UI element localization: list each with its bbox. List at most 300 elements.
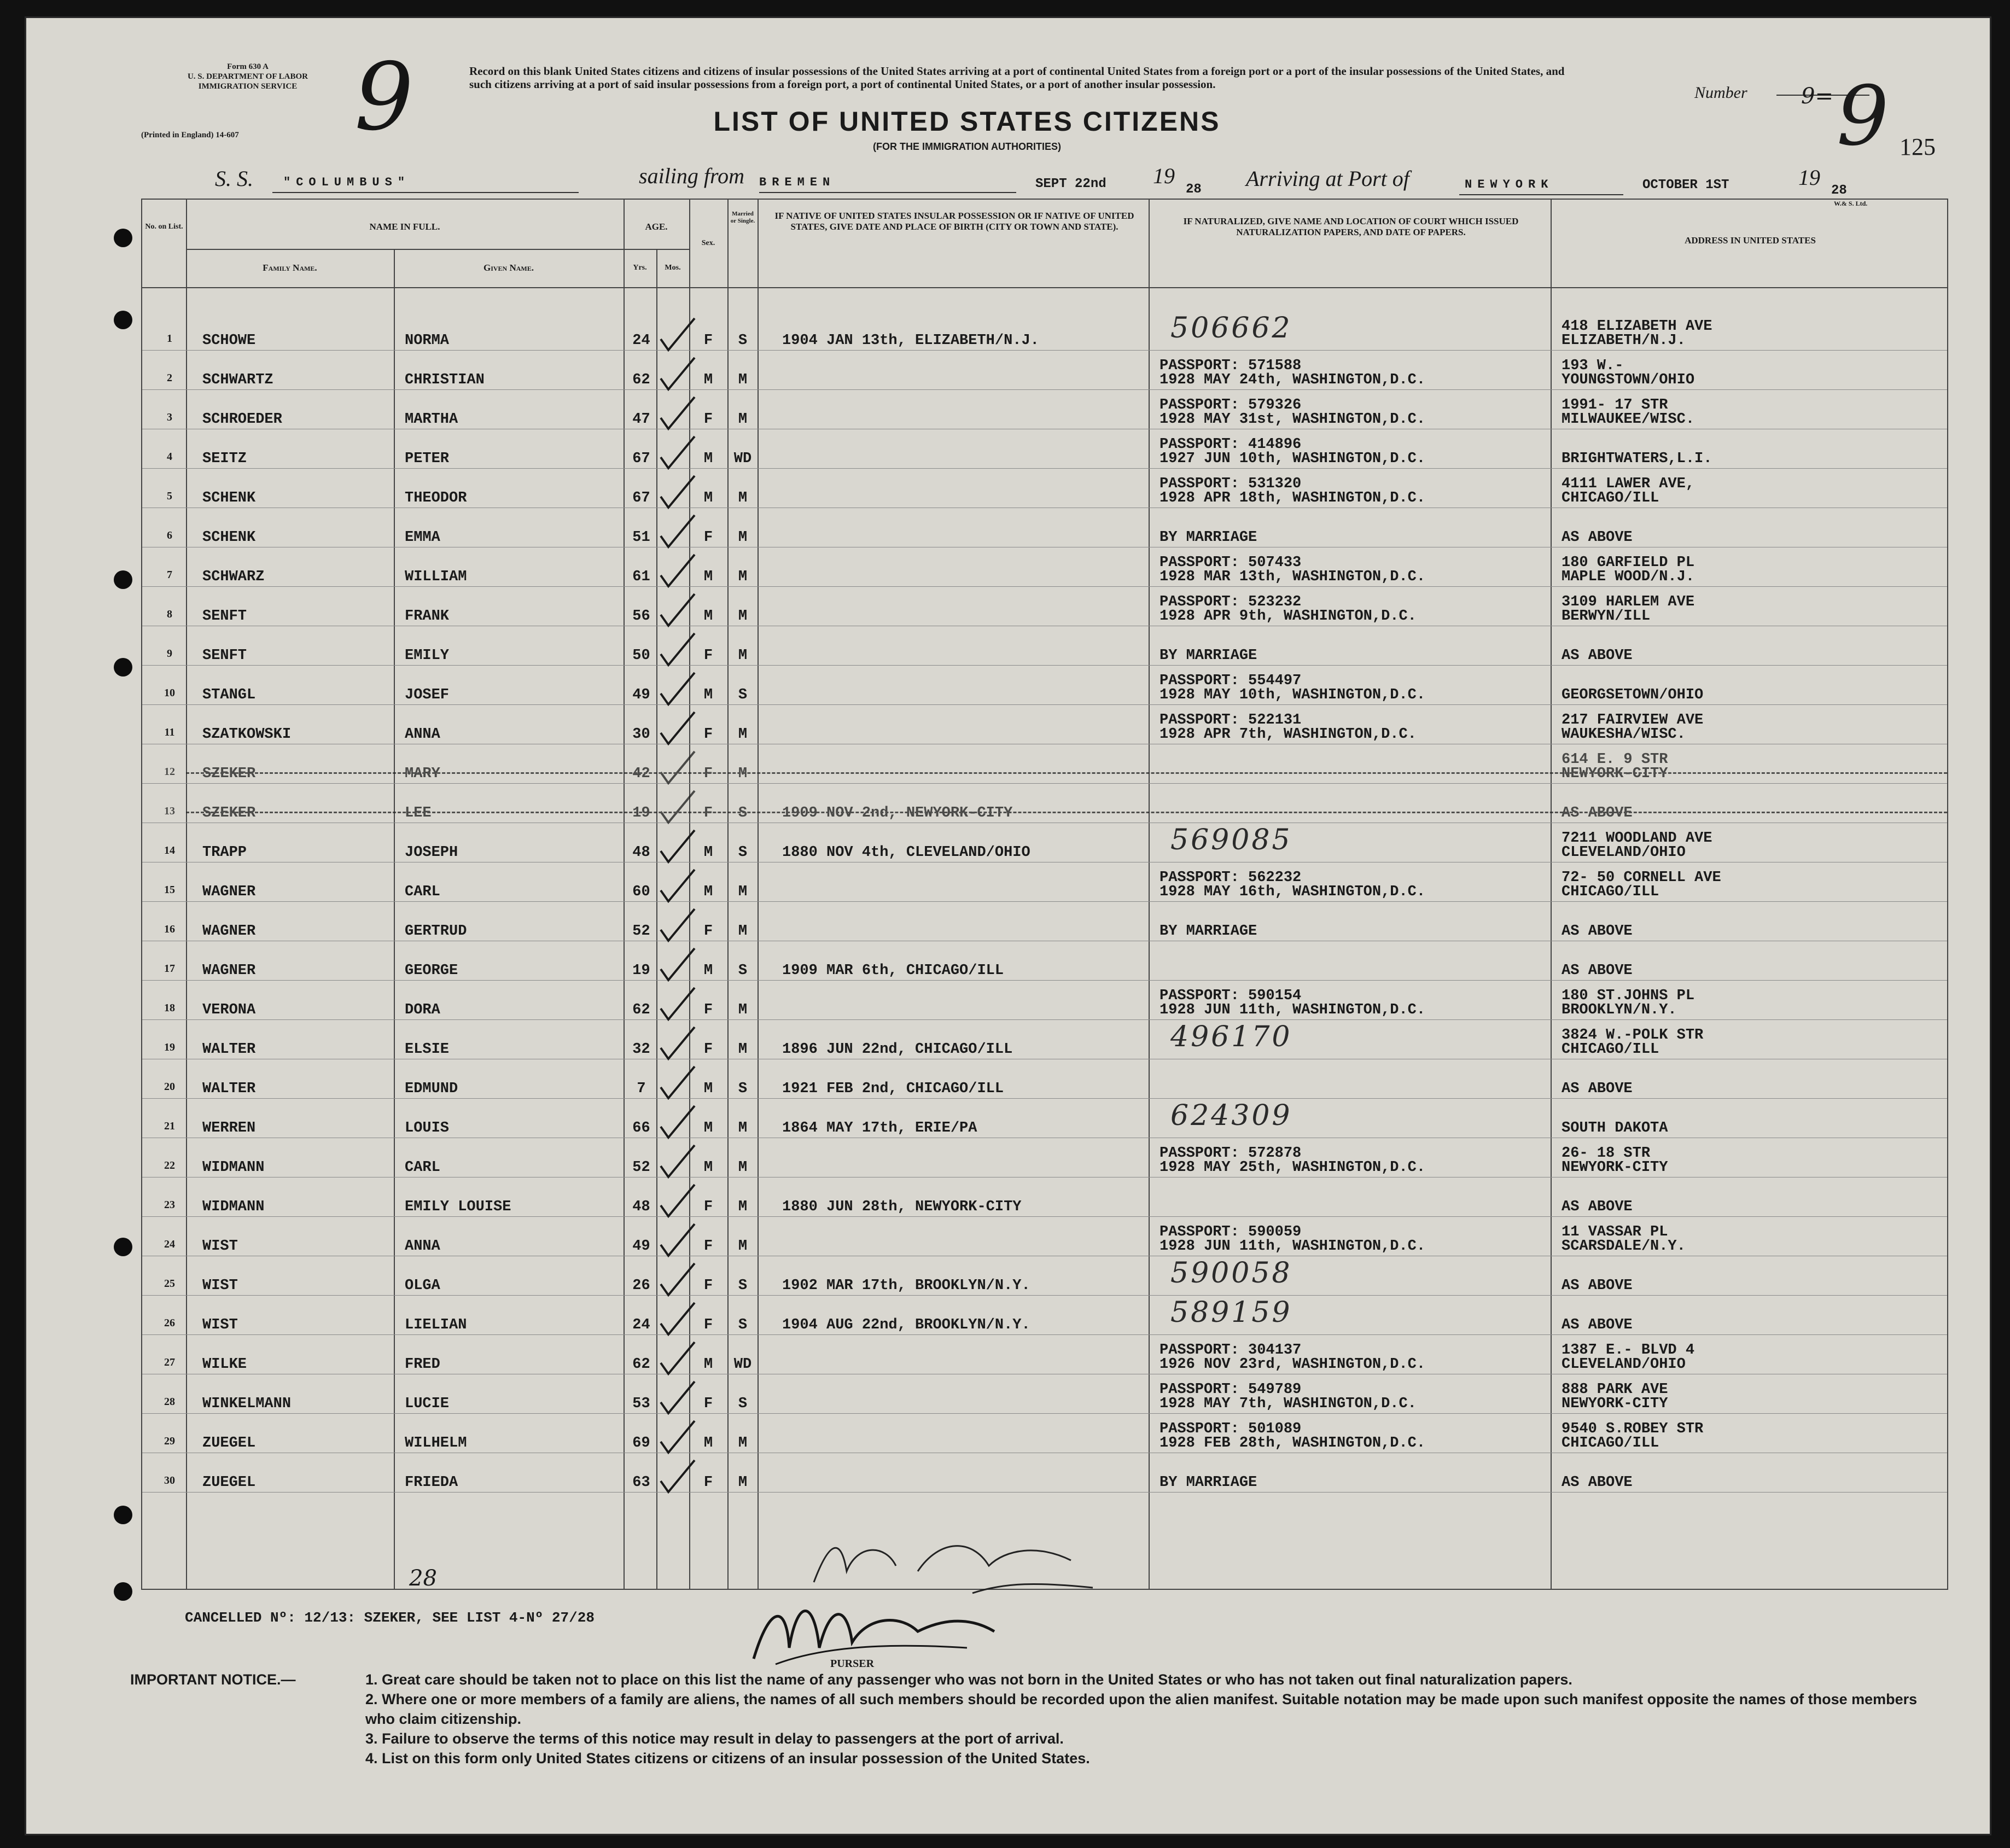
purser-label: PURSER <box>830 1658 875 1670</box>
handwritten-cert-number: 496170 <box>1170 1021 1292 1053</box>
family-name: WIDMANN <box>202 1199 265 1215</box>
sailing-label: sailing from <box>639 164 744 188</box>
arriving-label: Arriving at Port of <box>1246 166 1409 191</box>
passport-number: PASSPORT: 414896 <box>1160 436 1302 453</box>
family-name: SCHROEDER <box>202 411 282 428</box>
row-number: 17 <box>164 963 175 975</box>
family-name: WAGNER <box>202 884 256 900</box>
family-name: TRAPP <box>202 844 247 861</box>
age-years: 26 <box>632 1278 650 1294</box>
arrive-year-prefix: 19 <box>1798 165 1820 190</box>
marital-status: M <box>738 529 748 546</box>
header-age: AGE. <box>645 221 668 232</box>
family-name: STANGL <box>202 687 256 703</box>
sex: F <box>703 1396 713 1412</box>
address-line-2: AS ABOVE <box>1562 1278 1633 1294</box>
naturalization-date: 1928 JUN 11th, WASHINGTON,D.C. <box>1160 1002 1426 1018</box>
row-number: 30 <box>164 1474 175 1486</box>
instructions-text: Record on this blank United States citizens and citizens of insular possessions of the United States arriving at a port of continental United States from a foreign port or a port of the insular possessions of the United States, and such citizens arriving at a port of said insular possessions from a foreign port, a port of continental United States, or a port of another insular possession. <box>469 65 1565 91</box>
table-row <box>142 947 1947 987</box>
given-name: EMILY <box>405 648 450 664</box>
marital-status: S <box>738 333 748 349</box>
marital-status: M <box>738 923 748 940</box>
family-name: WIST <box>202 1317 238 1333</box>
family-name: WAGNER <box>202 963 256 979</box>
sex: F <box>703 333 713 349</box>
check-mark <box>656 1105 706 1143</box>
naturalization-date: BY MARRIAGE <box>1160 648 1257 664</box>
age-years: 62 <box>632 1356 650 1373</box>
address-line-2: AS ABOVE <box>1562 1081 1633 1097</box>
row-number: 21 <box>164 1120 175 1132</box>
address-line-2: NEWYORK-CITY <box>1562 766 1668 782</box>
sex: F <box>703 766 713 782</box>
address-line-1: 180 ST.JOHNS PL <box>1562 988 1695 1004</box>
address-line-2: ELIZABETH/N.J. <box>1562 333 1686 349</box>
sex: M <box>703 1120 713 1136</box>
birth-date-place: 1909 NOV 2nd, NEWYORK-CITY <box>782 805 1013 821</box>
address-line-2: AS ABOVE <box>1562 963 1633 979</box>
handwritten-cert-number: 589159 <box>1170 1296 1292 1329</box>
family-name: WIST <box>202 1238 238 1255</box>
printer-mark: W.& S. Ltd. <box>1834 200 1868 207</box>
address-line-2: CHICAGO/ILL <box>1562 1435 1659 1451</box>
family-name: SCHWARTZ <box>202 372 273 388</box>
age-years: 52 <box>632 1159 650 1176</box>
given-name: PETER <box>405 451 450 467</box>
sex: F <box>703 411 713 428</box>
marital-status: M <box>738 372 748 388</box>
naturalization-date: 1928 FEB 28th, WASHINGTON,D.C. <box>1160 1435 1426 1451</box>
notice-item: 4. List on this form only United States citizens or citizens of an insular possession of the United States. <box>365 1750 1090 1767</box>
birth-date-place: 1902 MAR 17th, BROOKLYN/N.Y. <box>782 1278 1030 1294</box>
check-mark <box>656 435 706 474</box>
naturalization-date: BY MARRIAGE <box>1160 923 1257 940</box>
sex: M <box>703 1356 713 1373</box>
age-years: 56 <box>632 608 650 625</box>
check-mark <box>656 1302 706 1340</box>
handwritten-cert-number: 590058 <box>1170 1257 1292 1290</box>
sex: F <box>703 805 713 821</box>
age-years: 49 <box>632 687 650 703</box>
birth-date-place: 1880 JUN 28th, NEWYORK-CITY <box>782 1199 1022 1215</box>
table-row <box>142 1459 1947 1499</box>
family-name: SCHENK <box>202 529 256 546</box>
given-name: LEE <box>405 805 432 821</box>
check-mark <box>656 1262 706 1301</box>
check-mark <box>656 790 706 828</box>
sex: F <box>703 1317 713 1333</box>
table-row <box>142 632 1947 672</box>
address-line-2: AS ABOVE <box>1562 805 1633 821</box>
marital-status: M <box>738 1159 748 1176</box>
marital-status: S <box>738 844 748 861</box>
row-number: 10 <box>164 687 175 699</box>
row-number: 5 <box>167 490 172 502</box>
important-notice <box>130 1670 1935 1768</box>
check-mark <box>656 1223 706 1261</box>
age-years: 53 <box>632 1396 650 1412</box>
address-line-2: YOUNGSTOWN/OHIO <box>1562 372 1695 388</box>
marital-status: M <box>738 1474 748 1491</box>
passport-number: PASSPORT: 572878 <box>1160 1145 1302 1162</box>
naturalization-date: 1926 NOV 23rd, WASHINGTON,D.C. <box>1160 1356 1426 1373</box>
table-row <box>142 1341 1947 1380</box>
marital-status: M <box>738 1041 748 1058</box>
form-id: Form 630 A <box>227 62 269 71</box>
naturalization-date: 1928 MAY 25th, WASHINGTON,D.C. <box>1160 1159 1426 1176</box>
address-line-2: AS ABOVE <box>1562 1317 1633 1333</box>
address-line-1: 180 GARFIELD PL <box>1562 555 1695 571</box>
naturalization-date: 1928 MAY 24th, WASHINGTON,D.C. <box>1160 372 1426 388</box>
row-number: 27 <box>164 1356 175 1368</box>
ship-name: "COLUMBUS" <box>283 176 411 189</box>
manifest-table <box>141 199 1948 1590</box>
family-name: SEITZ <box>202 451 247 467</box>
address-line-1: 3109 HARLEM AVE <box>1562 594 1695 610</box>
naturalization-date: 1928 APR 9th, WASHINGTON,D.C. <box>1160 608 1417 625</box>
port-to-line <box>1459 194 1623 195</box>
row-number: 28 <box>164 1396 175 1408</box>
naturalization-date: 1927 JUN 10th, WASHINGTON,D.C. <box>1160 451 1426 467</box>
naturalization-date: 1928 MAY 7th, WASHINGTON,D.C. <box>1160 1396 1417 1412</box>
check-mark <box>656 475 706 513</box>
given-name: MARY <box>405 766 440 782</box>
cancelled-strike <box>186 812 1947 813</box>
header-native: IF NATIVE OF UNITED STATES INSULAR POSSESSION OR IF NATIVE OF UNITED STATES, GIVE DATE AND PLACE OF BIRTH (CITY OR TOWN AND STATE). <box>774 211 1134 232</box>
table-row <box>142 790 1947 829</box>
header-married: Married or Single. <box>730 211 755 224</box>
birth-date-place: 1909 MAR 6th, CHICAGO/ILL <box>782 963 1004 979</box>
check-mark <box>656 357 706 395</box>
naturalization-date: 1928 APR 18th, WASHINGTON,D.C. <box>1160 490 1426 506</box>
given-name: ELSIE <box>405 1041 450 1058</box>
ss-label: S. S. <box>215 166 253 191</box>
marital-status: M <box>738 569 748 585</box>
birth-date-place: 1921 FEB 2nd, CHICAGO/ILL <box>782 1081 1004 1097</box>
given-name: JOSEF <box>405 687 450 703</box>
sex: M <box>703 1435 713 1451</box>
depart-date: SEPT 22nd <box>1035 177 1106 191</box>
given-name: LUCIE <box>405 1396 450 1412</box>
address-line-2: CHICAGO/ILL <box>1562 1041 1659 1058</box>
row-number: 29 <box>164 1435 175 1447</box>
cancelled-strike <box>186 772 1947 774</box>
table-row <box>142 672 1947 711</box>
punch-hole <box>114 570 132 589</box>
row-number: 12 <box>164 766 175 778</box>
given-name: EDMUND <box>405 1081 458 1097</box>
table-row <box>142 1420 1947 1459</box>
punch-hole <box>114 658 132 677</box>
address-line-2: AS ABOVE <box>1562 1474 1633 1491</box>
naturalization-date: 1928 JUN 11th, WASHINGTON,D.C. <box>1160 1238 1426 1255</box>
row-number: 26 <box>164 1317 175 1329</box>
check-mark <box>656 947 706 986</box>
check-mark <box>656 1184 706 1222</box>
age-years: 48 <box>632 844 650 861</box>
age-years: 61 <box>632 569 650 585</box>
table-row <box>142 824 1947 868</box>
table-row <box>142 593 1947 632</box>
check-mark <box>656 1026 706 1064</box>
check-mark <box>656 750 706 789</box>
row-number: 15 <box>164 884 175 896</box>
given-name: JOSEPH <box>405 844 458 861</box>
row-number: 25 <box>164 1278 175 1290</box>
address-line-1: 614 E. 9 STR <box>1562 751 1668 768</box>
age-years: 42 <box>632 766 650 782</box>
check-mark <box>656 1144 706 1182</box>
given-name: GEORGE <box>405 963 458 979</box>
number-label: Number <box>1694 84 1747 102</box>
form-id-block <box>185 62 311 91</box>
check-mark <box>656 987 706 1025</box>
address-line-2: CLEVELAND/OHIO <box>1562 1356 1686 1373</box>
table-row <box>142 1065 1947 1105</box>
given-name: ANNA <box>405 1238 440 1255</box>
naturalization-date: 1928 MAY 31st, WASHINGTON,D.C. <box>1160 411 1426 428</box>
given-name: WILHELM <box>405 1435 467 1451</box>
header-no: No. on List. <box>145 223 183 231</box>
subheader-line <box>186 249 689 250</box>
family-name: WERREN <box>202 1120 256 1136</box>
age-years: 19 <box>632 805 650 821</box>
address-line-2: CLEVELAND/OHIO <box>1562 844 1686 861</box>
number-value: 9 <box>1837 69 1889 164</box>
marital-status: M <box>738 608 748 625</box>
row-number: 16 <box>164 923 175 935</box>
sex: F <box>703 1041 713 1058</box>
family-name: WILKE <box>202 1356 247 1373</box>
sex: M <box>703 963 713 979</box>
family-name: WIDMANN <box>202 1159 265 1176</box>
check-mark <box>656 829 706 867</box>
address-line-1: 11 VASSAR PL <box>1562 1224 1668 1240</box>
sex: M <box>703 372 713 388</box>
address-line-1: 4111 LAWER AVE, <box>1562 476 1695 492</box>
header-family-name: Family Name. <box>263 263 317 273</box>
birth-date-place: 1880 NOV 4th, CLEVELAND/OHIO <box>782 844 1030 861</box>
passport-number: PASSPORT: 522131 <box>1160 712 1302 728</box>
family-name: SCHWARZ <box>202 569 265 585</box>
age-years: 24 <box>632 1317 650 1333</box>
age-years: 49 <box>632 1238 650 1255</box>
cancelled-note: CANCELLED Nº: 12/13: SZEKER, SEE LIST 4-Nº 27/28 <box>185 1610 595 1626</box>
row-number: 24 <box>164 1238 175 1250</box>
sex: F <box>703 1278 713 1294</box>
age-years: 7 <box>637 1081 646 1097</box>
address-line-1: 1991- 17 STR <box>1562 397 1668 413</box>
marital-status: M <box>738 411 748 428</box>
family-name: ZUEGEL <box>202 1435 256 1451</box>
row-number: 13 <box>164 805 175 817</box>
address-line-2: AS ABOVE <box>1562 923 1633 940</box>
age-years: 52 <box>632 923 650 940</box>
row-number: 9 <box>167 648 172 660</box>
address-line-2: AS ABOVE <box>1562 1199 1633 1215</box>
age-years: 67 <box>632 490 650 506</box>
family-name: SCHENK <box>202 490 256 506</box>
dept-label: U. S. DEPARTMENT OF LABOR <box>187 72 308 81</box>
marital-status: M <box>738 490 748 506</box>
check-mark <box>656 1341 706 1379</box>
sex: F <box>703 726 713 743</box>
address-line-2: SCARSDALE/N.Y. <box>1562 1238 1686 1255</box>
port-from: BREMEN <box>759 176 836 189</box>
notice-item: 3. Failure to observe the terms of this notice may result in delay to passengers at the port of arrival. <box>365 1730 1064 1747</box>
marital-status: M <box>738 1238 748 1255</box>
row-number: 22 <box>164 1159 175 1171</box>
given-name: THEODOR <box>405 490 467 506</box>
row-number: 20 <box>164 1081 175 1093</box>
address-line-1: 9540 S.ROBEY STR <box>1562 1421 1704 1437</box>
list-number-handwritten: 9 <box>354 43 414 151</box>
row-number: 8 <box>167 608 172 620</box>
port-from-line <box>759 192 1016 193</box>
family-name: WALTER <box>202 1081 256 1097</box>
given-name: LOUIS <box>405 1120 450 1136</box>
family-name: WINKELMANN <box>202 1396 292 1412</box>
row-number: 19 <box>164 1041 175 1053</box>
address-line-2: CHICAGO/ILL <box>1562 490 1659 506</box>
family-name: ZUEGEL <box>202 1474 256 1491</box>
sex: M <box>703 608 713 625</box>
page-title: LIST OF UNITED STATES CITIZENS <box>713 106 1221 137</box>
table-row <box>142 435 1947 475</box>
table-row <box>142 312 1947 357</box>
marital-status: M <box>738 884 748 900</box>
check-mark <box>656 317 706 355</box>
given-name: FRED <box>405 1356 440 1373</box>
family-name: SZEKER <box>202 766 256 782</box>
marital-status: M <box>738 648 748 664</box>
age-years: 63 <box>632 1474 650 1491</box>
punch-hole <box>114 311 132 329</box>
address-line-1: 3824 W.-POLK STR <box>1562 1027 1704 1043</box>
count-handwritten: 28 <box>409 1566 437 1591</box>
marital-status: S <box>738 687 748 703</box>
age-years: 62 <box>632 1002 650 1018</box>
address-line-2: NEWYORK-CITY <box>1562 1159 1668 1176</box>
naturalization-date: 1928 MAY 10th, WASHINGTON,D.C. <box>1160 687 1426 703</box>
table-row <box>142 1144 1947 1184</box>
address-line-1: 72- 50 CORNELL AVE <box>1562 870 1721 886</box>
punch-hole <box>114 1238 132 1256</box>
age-years: 47 <box>632 411 650 428</box>
sex: F <box>703 923 713 940</box>
marital-status: S <box>738 1396 748 1412</box>
passport-number: PASSPORT: 590059 <box>1160 1224 1302 1240</box>
handwritten-cert-number: 506662 <box>1170 312 1292 345</box>
marital-status: M <box>738 1002 748 1018</box>
passport-number: PASSPORT: 501089 <box>1160 1421 1302 1437</box>
row-number: 4 <box>167 451 172 463</box>
address-line-1: 7211 WOODLAND AVE <box>1562 830 1712 847</box>
sex: F <box>703 529 713 546</box>
header-name-in-full: NAME IN FULL. <box>369 221 440 232</box>
port-to: NEWYORK <box>1465 178 1554 191</box>
passport-number: PASSPORT: 579326 <box>1160 397 1302 413</box>
given-name: CARL <box>405 884 440 900</box>
age-years: 62 <box>632 372 650 388</box>
age-years: 32 <box>632 1041 650 1058</box>
row-number: 18 <box>164 1002 175 1014</box>
table-row <box>142 1296 1947 1341</box>
address-line-2: WAUKESHA/WISC. <box>1562 726 1686 743</box>
table-row <box>142 1184 1947 1223</box>
sex: M <box>703 490 713 506</box>
page-subtitle: (FOR THE IMMIGRATION AUTHORITIES) <box>873 141 1061 152</box>
header-bottom-line <box>142 287 1947 288</box>
address-line-2: BERWYN/ILL <box>1562 608 1651 625</box>
address-line-1: 193 W.- <box>1562 358 1624 374</box>
check-mark <box>656 908 706 946</box>
page-number: 125 <box>1900 133 1936 160</box>
notice-title: IMPORTANT NOTICE.— <box>130 1671 296 1688</box>
naturalization-date: 1928 MAR 13th, WASHINGTON,D.C. <box>1160 569 1426 585</box>
sex: M <box>703 687 713 703</box>
ship-line <box>272 192 579 193</box>
table-row <box>142 1380 1947 1420</box>
check-mark <box>656 632 706 671</box>
family-name: WIST <box>202 1278 238 1294</box>
given-name: FRANK <box>405 608 450 625</box>
address-line-1: 888 PARK AVE <box>1562 1381 1668 1398</box>
age-years: 30 <box>632 726 650 743</box>
address-line-2: GEORGSETOWN/OHIO <box>1562 687 1704 703</box>
address-line-2: MILWAUKEE/WISC. <box>1562 411 1695 428</box>
check-mark <box>656 711 706 749</box>
row-number: 2 <box>167 372 172 384</box>
sex: F <box>703 1002 713 1018</box>
address-line-2: BRIGHTWATERS,L.I. <box>1562 451 1712 467</box>
given-name: EMMA <box>405 529 440 546</box>
table-row <box>142 357 1947 396</box>
printed-note: (Printed in England) 14-607 <box>141 131 239 139</box>
table-row <box>142 1223 1947 1262</box>
check-mark <box>656 1420 706 1458</box>
table-row <box>142 1257 1947 1302</box>
sex: M <box>703 1159 713 1176</box>
marital-status: WD <box>733 451 752 467</box>
sex: F <box>703 1199 713 1215</box>
check-mark <box>656 396 706 434</box>
notice-item: 2. Where one or more members of a family are aliens, the names of all such members should be recorded upon the alien manifest. Suitable notation may be made upon such manifest opposite the names of those members who claim citizenship. <box>365 1691 1918 1727</box>
row-number: 6 <box>167 529 172 541</box>
arrive-date: OCTOBER 1ST <box>1642 178 1729 193</box>
passport-number: PASSPORT: 562232 <box>1160 870 1302 886</box>
age-years: 67 <box>632 451 650 467</box>
marital-status: S <box>738 963 748 979</box>
row-number: 23 <box>164 1199 175 1211</box>
handwritten-annotation <box>808 1528 1115 1604</box>
family-name: SENFT <box>202 648 247 664</box>
marital-status: M <box>738 1199 748 1215</box>
table-row <box>142 750 1947 790</box>
address-line-2: AS ABOVE <box>1562 529 1633 546</box>
given-name: FRIEDA <box>405 1474 458 1491</box>
table-row <box>142 1021 1947 1065</box>
given-name: GERTRUD <box>405 923 467 940</box>
marital-status: S <box>738 1081 748 1097</box>
arrive-year-suffix: 28 <box>1831 183 1847 198</box>
naturalization-date: 1928 MAY 16th, WASHINGTON,D.C. <box>1160 884 1426 900</box>
sex: F <box>703 648 713 664</box>
row-number: 11 <box>164 726 175 738</box>
given-name: WILLIAM <box>405 569 467 585</box>
row-number: 3 <box>167 411 172 423</box>
